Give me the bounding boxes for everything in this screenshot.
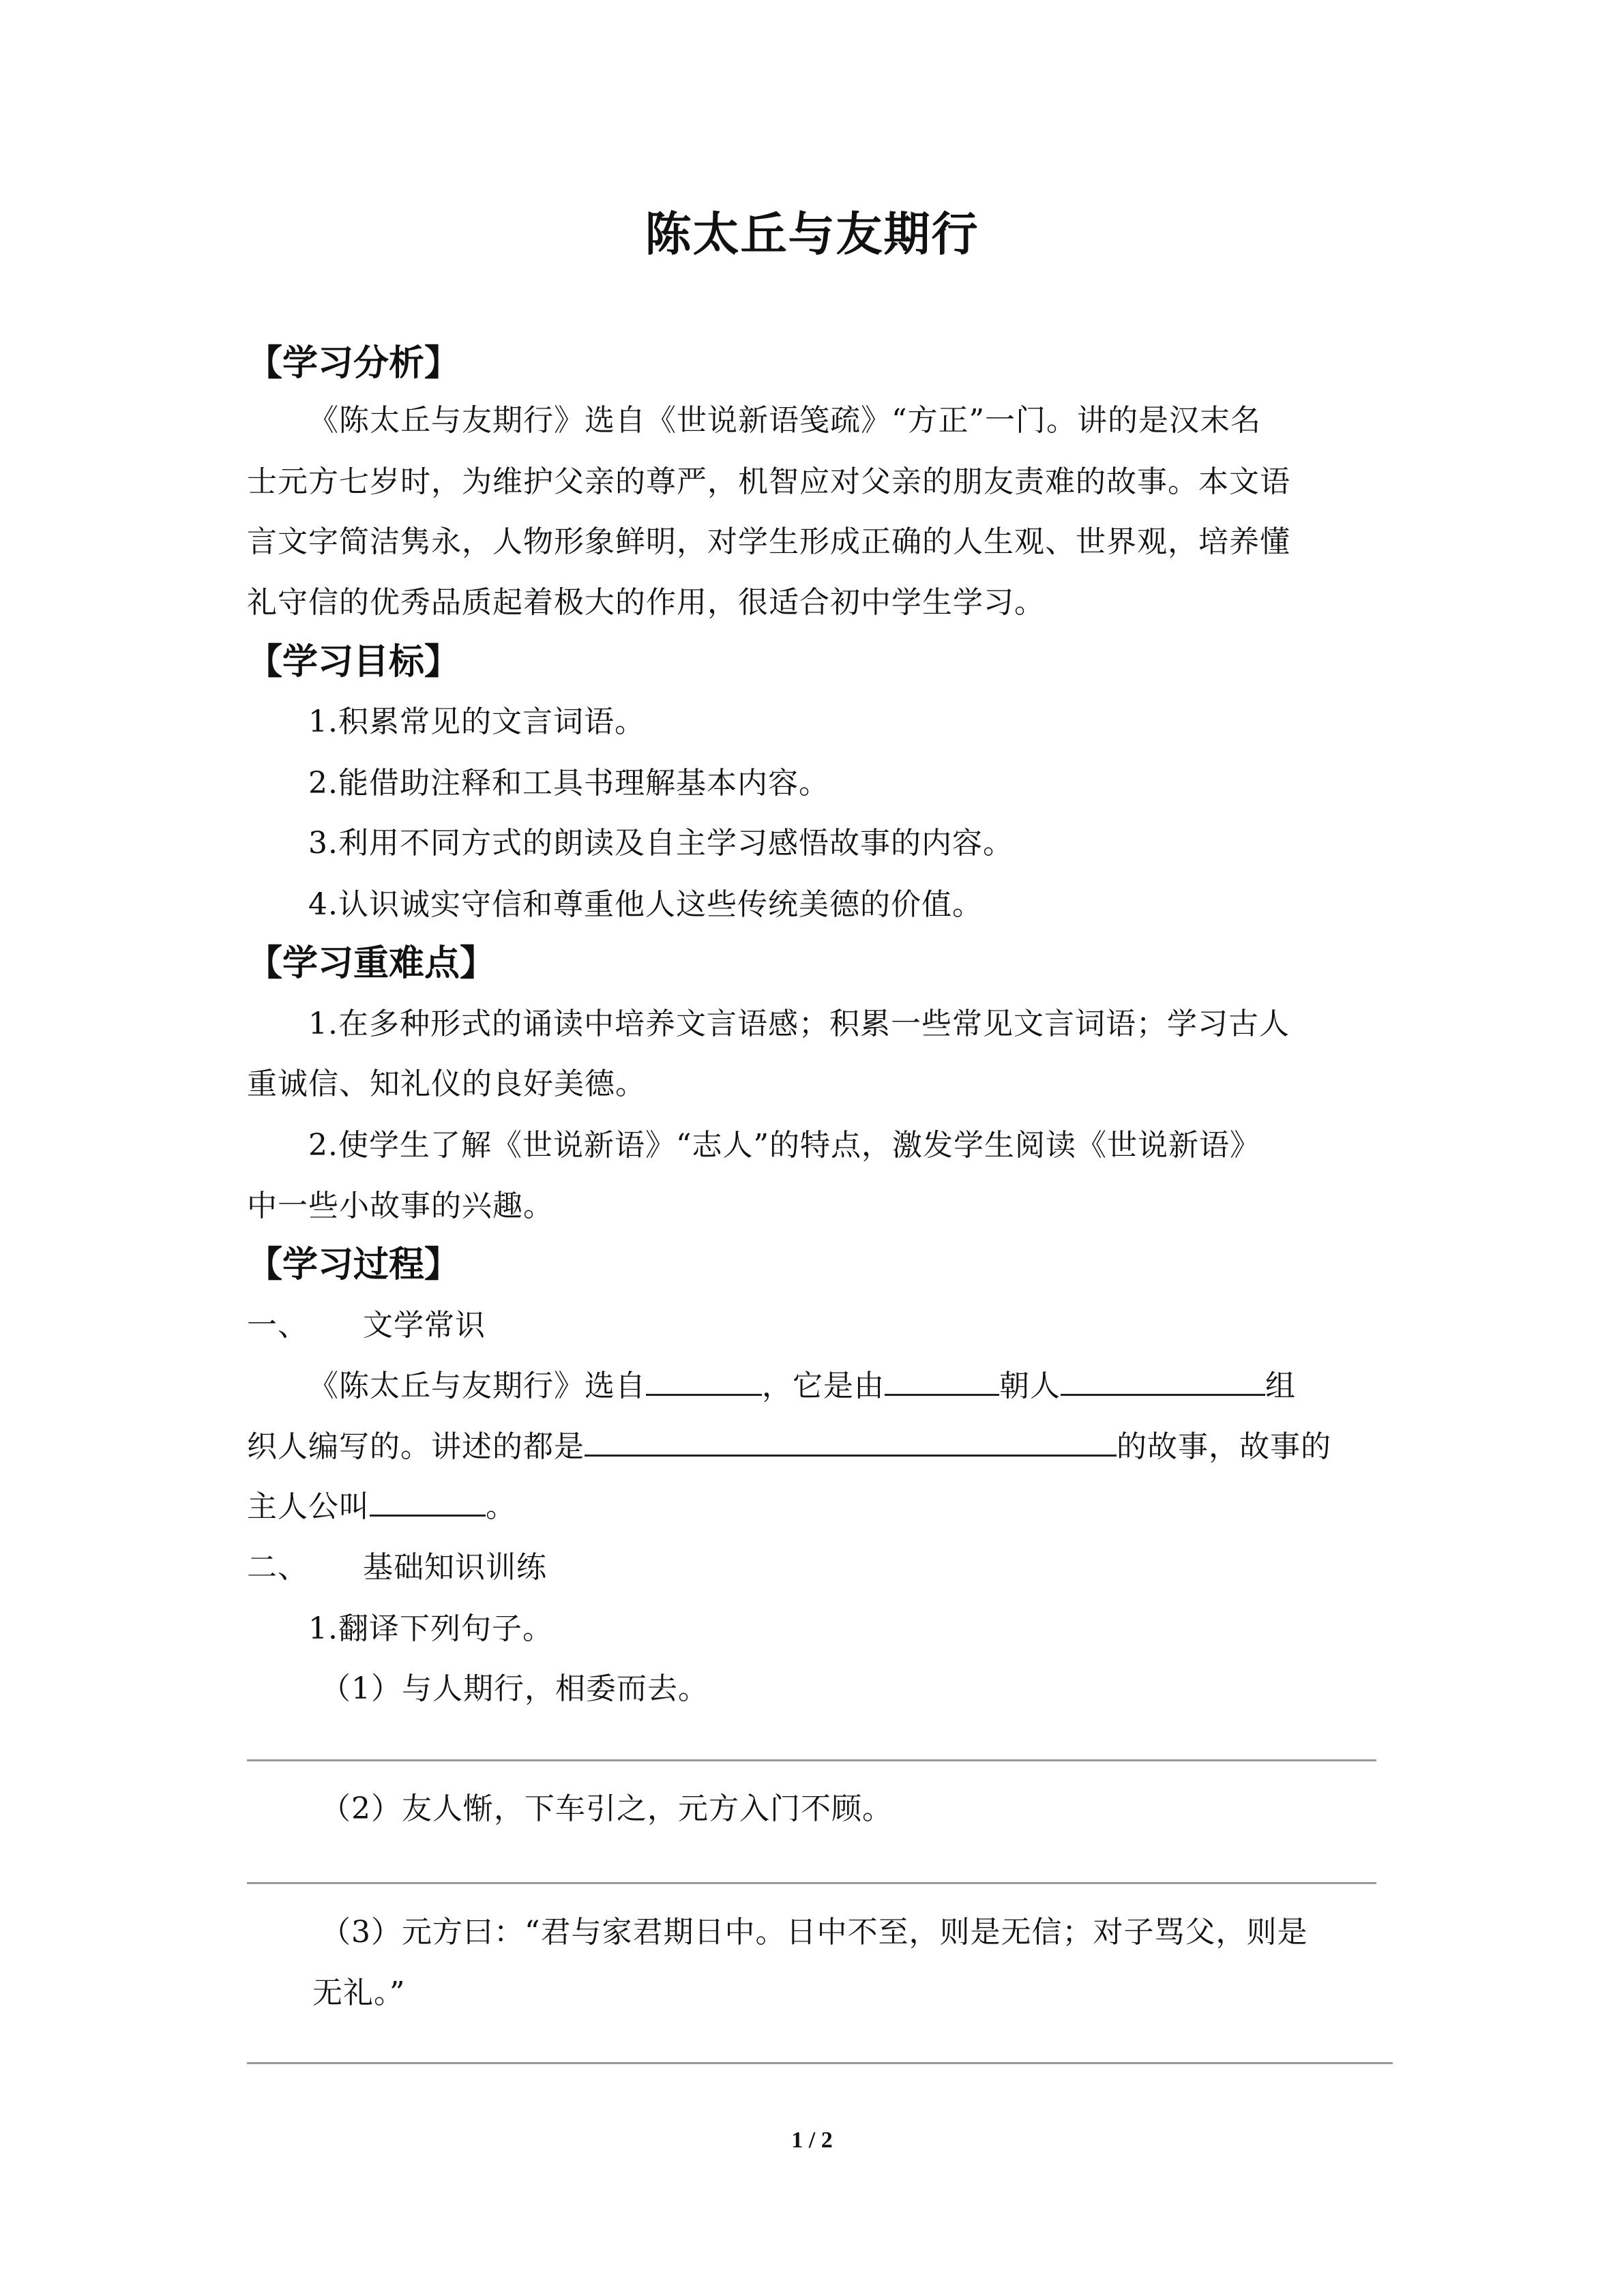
analysis-line-4: 礼守信的优秀品质起着极大的作用，很适合初中学生学习。 (247, 585, 1045, 620)
part2-number: 二、 (247, 1550, 308, 1585)
part1-line3-text-b: 。 (486, 1489, 516, 1524)
page-indicator: 1 / 2 (791, 2128, 833, 2153)
section-heading-process: 【学习过程】 (247, 1244, 460, 1285)
key-point-line-4: 中一些小故事的兴趣。 (247, 1189, 554, 1223)
translation-question-2: （2）友人惭，下车引之，元方入门不顾。 (321, 1791, 893, 1826)
key-point-line-3: 2.使学生了解《世说新语》“志人”的特点，激发学生阅读《世说新语》 (308, 1128, 1260, 1163)
section-heading-goals: 【学习目标】 (247, 642, 460, 683)
part1-line-3 (247, 1482, 516, 1525)
part1-line-1 (308, 1361, 1296, 1405)
part1-line2-text-b: 的故事，故事的 (1117, 1429, 1331, 1464)
translation-task: 1.翻译下列句子。 (308, 1611, 553, 1646)
key-point-line-2: 重诚信、知礼仪的良好美德。 (247, 1067, 646, 1101)
document-title: 陈太丘与友期行 (645, 208, 979, 262)
goal-item-4: 4.认识诚实守信和尊重他人这些传统美德的价值。 (308, 887, 983, 922)
part1-line1-text-b: ，它是由 (762, 1369, 885, 1403)
translation-question-3-line-2: 无礼。” (312, 1976, 406, 2010)
goal-item-2: 2.能借助注释和工具书理解基本内容。 (308, 766, 829, 801)
part1-line1-text-c: 朝人 (999, 1369, 1061, 1403)
fill-blank-author[interactable] (1061, 1367, 1265, 1396)
analysis-line-3: 言文字简洁隽永，人物形象鲜明，对学生形成正确的人生观、世界观，培养懂 (247, 524, 1290, 559)
part1-line-2 (247, 1422, 1331, 1465)
translation-question-3-line-1: （3）元方曰：“君与家君期日中。日中不至，则是无信；对子骂父，则是 (321, 1915, 1308, 1950)
fill-blank-source[interactable] (646, 1367, 762, 1396)
fill-blank-story-topic[interactable] (585, 1427, 1117, 1457)
goal-item-3: 3.利用不同方式的朗读及自主学习感悟故事的内容。 (308, 826, 1014, 861)
answer-line-1[interactable] (247, 1759, 1376, 1761)
part1-number: 一、 (247, 1308, 308, 1343)
fill-blank-protagonist[interactable] (370, 1487, 486, 1517)
part1-header (247, 1300, 486, 1344)
section-heading-key-points: 【学习重难点】 (247, 943, 496, 984)
analysis-line-2: 士元方七岁时，为维护父亲的尊严，机智应对父亲的朋友责难的故事。本文语 (247, 464, 1290, 499)
fill-blank-dynasty[interactable] (885, 1367, 999, 1396)
goal-item-1: 1.积累常见的文言词语。 (308, 704, 645, 739)
part1-line1-text-d: 组 (1265, 1369, 1296, 1403)
section-heading-analysis: 【学习分析】 (247, 343, 460, 384)
part1-line3-text-a: 主人公叫 (247, 1489, 370, 1524)
answer-line-2[interactable] (247, 1882, 1376, 1884)
part1-line2-text-a: 织人编写的。讲述的都是 (247, 1429, 585, 1464)
answer-line-3[interactable] (247, 2062, 1393, 2064)
part2-title: 基础知识训练 (363, 1550, 547, 1585)
part1-title: 文学常识 (363, 1308, 486, 1343)
key-point-line-1: 1.在多种形式的诵读中培养文言语感；积累一些常见文言词语；学习古人 (308, 1007, 1290, 1041)
analysis-line-1: 《陈太丘与友期行》选自《世说新语笺疏》“方正”一门。讲的是汉末名 (308, 403, 1261, 438)
translation-question-1: （1）与人期行，相委而去。 (321, 1671, 709, 1706)
part2-header (247, 1542, 547, 1586)
part1-line1-text-a: 《陈太丘与友期行》选自 (308, 1369, 646, 1403)
